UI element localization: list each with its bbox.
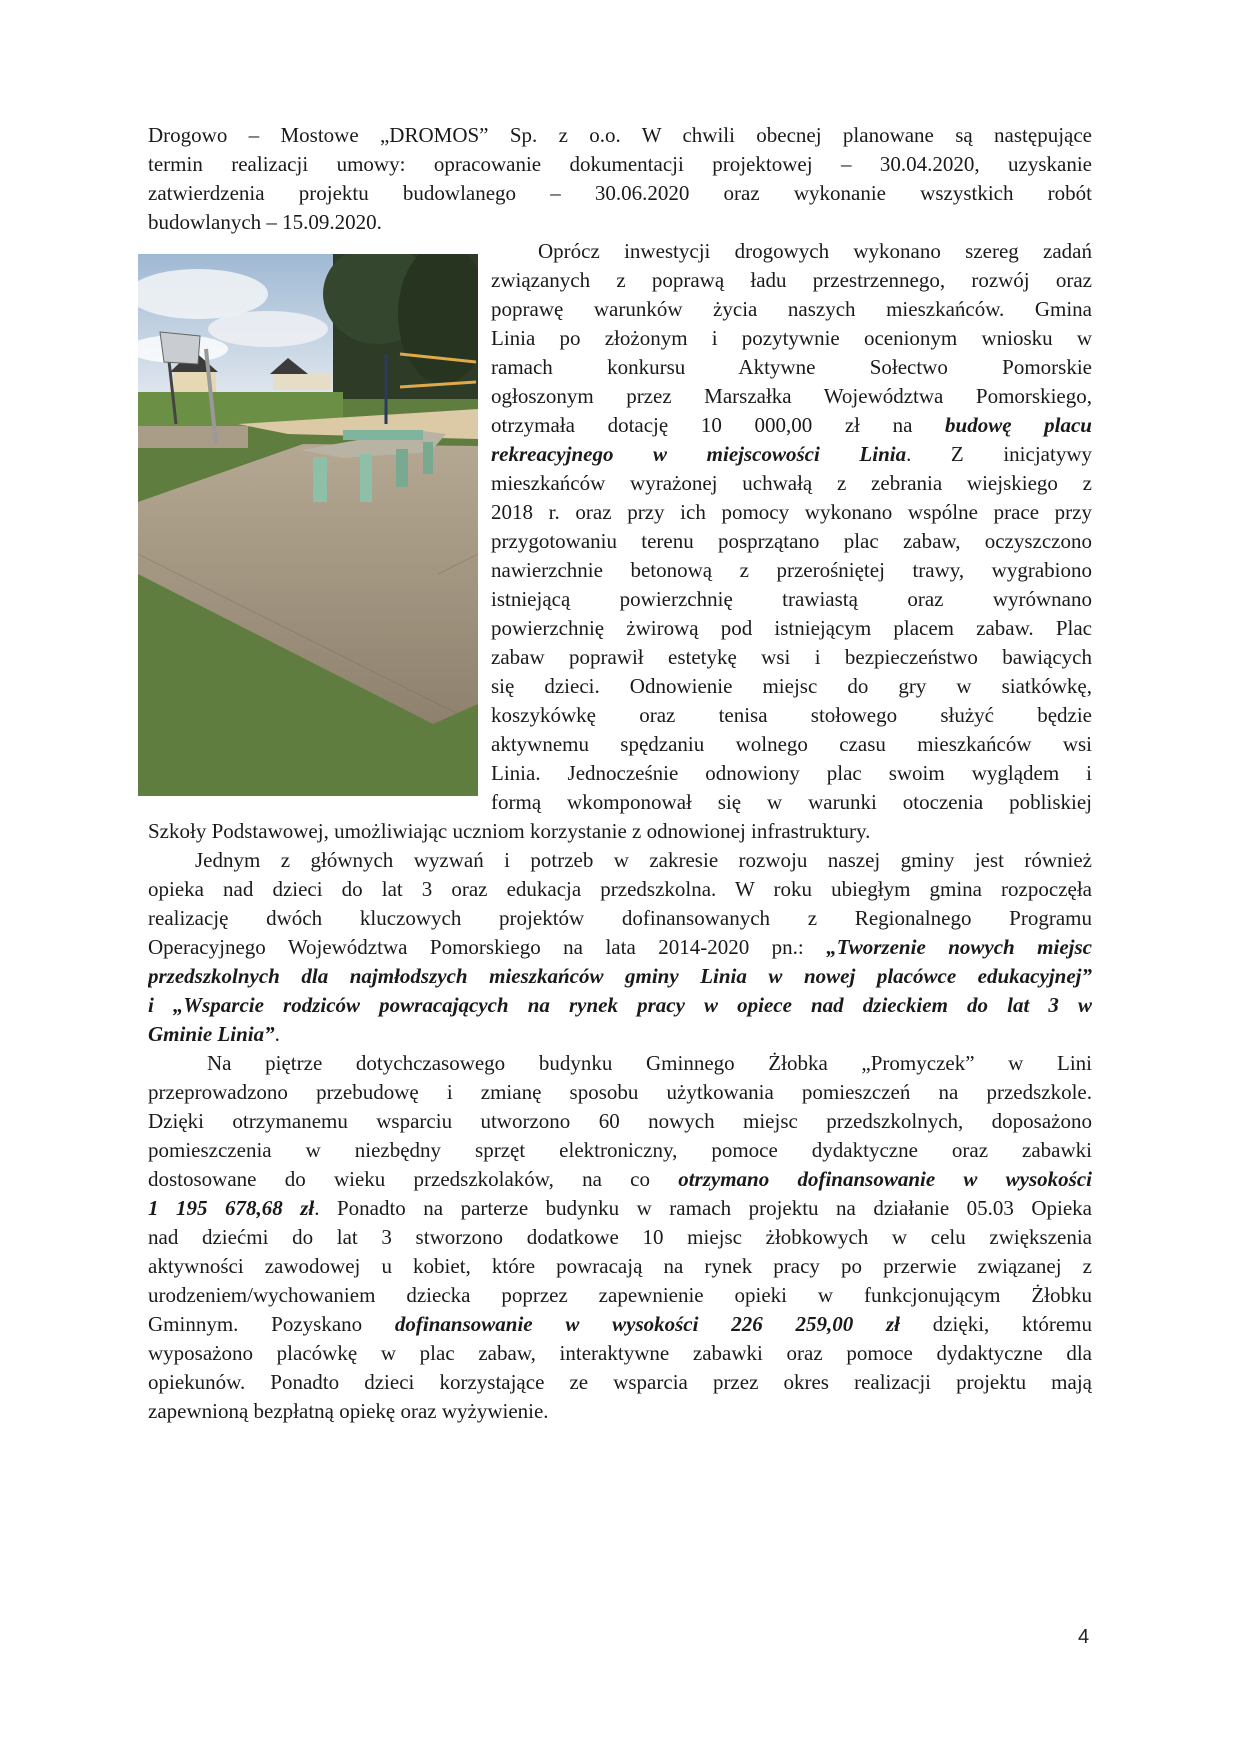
emphasis-text: przedszkolnych dla najmłodszych mieszkańców gminy Linia w nowej placówce edukacyjnej” [148, 964, 1092, 988]
text-run: . Ponadto na parterze budynku w ramach projektu na działanie 05.03 Opieka [314, 1196, 1092, 1220]
text-line [148, 1020, 1092, 1049]
emphasis-text: i „Wsparcie rodziców powracających na rynek pracy w opiece nad dzieckiem do lat 3 w [148, 993, 1092, 1017]
emphasis-text: otrzymano dofinansowanie w wysokości [678, 1167, 1092, 1191]
text-line: aktywności zawodowej u kobiet, które powracają na rynek pracy po przerwie związanej z [148, 1254, 1092, 1278]
text-line: opiekunów. Ponadto dzieci korzystające ze wsparcia przez okres realizacji projektu mają [148, 1370, 1092, 1394]
text-line: wyposażono placówkę w plac zabaw, interaktywne zabawki oraz pomoce dydaktyczne dla [148, 1341, 1092, 1365]
text-line: Oprócz inwestycji drogowych wykonano szereg zadań [538, 239, 1092, 263]
text-line [148, 1194, 1092, 1223]
text-line: zatwierdzenia projektu budowlanego – 30.06.2020 oraz wykonanie wszystkich robót [148, 181, 1092, 205]
text-line: Drogowo – Mostowe „DROMOS” Sp. z o.o. W chwili obecnej planowane są następujące [148, 123, 1092, 147]
emphasis-text: „Tworzenie nowych miejsc [826, 935, 1092, 959]
text-line: mieszkańców wyrażonej uchwałą z zebrania wiejskiego z [491, 471, 1092, 495]
emphasis-text: dofinansowanie w wysokości 226 259,00 zł [394, 1312, 900, 1336]
text-line: Jednym z głównych wyzwań i potrzeb w zakresie rozwoju naszej gminy jest również [195, 848, 1092, 872]
text-run: Gminnym. Pozyskano [148, 1312, 395, 1336]
text-line: Na piętrze dotychczasowego budynku Gminnego Żłobka „Promyczek” w Lini [207, 1051, 1092, 1075]
text-line: związanych z poprawą ładu przestrzennego, rozwój oraz [491, 268, 1092, 292]
text-line: poprawę warunków życia naszych mieszkańców. Gmina [491, 297, 1092, 321]
text-run: . Z inicjatywy [906, 442, 1092, 466]
text-line: formą wkomponował się w warunki otoczenia pobliskiej [491, 790, 1092, 814]
text-line: istniejącą powierzchnię trawiastą oraz wyrównano [491, 587, 1092, 611]
emphasis-text: 1 195 678,68 zł [148, 1196, 315, 1220]
text-line: 2018 r. oraz przy ich pomocy wykonano wspólne prace przy [491, 500, 1092, 524]
emphasis-text: rekreacyjnego w miejscowości Linia [491, 442, 907, 466]
text-line [491, 440, 1092, 469]
text-line: Szkoły Podstawowej, umożliwiając uczniom korzystanie z odnowionej infrastruktury. [148, 819, 871, 843]
text-line: powierzchnię żwirową pod istniejącym placem zabaw. Plac [491, 616, 1092, 640]
text-line: Linia. Jednocześnie odnowiony plac swoim wyglądem i [491, 761, 1092, 785]
text-line [148, 991, 1092, 1020]
emphasis-text: budowę placu [945, 413, 1092, 437]
text-line: przygotowaniu terenu posprzątano plac zabaw, oczyszczono [491, 529, 1092, 553]
text-line: ramach konkursu Aktywne Sołectwo Pomorskie [491, 355, 1092, 379]
text-line: opieka nad dzieci do lat 3 oraz edukacja przedszkolna. W roku ubiegłym gmina rozpoczęła [148, 877, 1092, 901]
text-line [148, 1165, 1092, 1194]
text-line: Linia po złożonym i pozytywnie ocenionym wniosku w [491, 326, 1092, 350]
text-line: się dzieci. Odnowienie miejsc do gry w siatkówkę, [491, 674, 1092, 698]
text-line: zapewnioną bezpłatną opiekę oraz wyżywienie. [148, 1399, 549, 1423]
text-run: dzięki, któremu [899, 1312, 1092, 1336]
playground-photo [138, 254, 478, 796]
text-line: budowlanych – 15.09.2020. [148, 210, 382, 234]
text-line: realizację dwóch kluczowych projektów dofinansowanych z Regionalnego Programu [148, 906, 1092, 930]
text-run: . [274, 1022, 280, 1046]
text-line: zabaw poprawił estetykę wsi i bezpieczeństwo bawiących [491, 645, 1092, 669]
text-line [148, 1310, 1092, 1339]
text-line: koszykówkę oraz tenisa stołowego służyć będzie [491, 703, 1092, 727]
text-run: otrzymała dotację 10 000,00 zł na [491, 413, 946, 437]
text-line [491, 411, 1092, 440]
text-line: ogłoszonym przez Marszałka Województwa Pomorskiego, [491, 384, 1092, 408]
text-line [148, 933, 1092, 962]
text-run: dostosowane do wieku przedszkolaków, na co [148, 1167, 679, 1191]
text-line: nawierzchnie betonową z przerośniętej trawy, wygrabiono [491, 558, 1092, 582]
text-line: termin realizacji umowy: opracowanie dokumentacji projektowej – 30.04.2020, uzyskanie [148, 152, 1092, 176]
text-line: pomieszczenia w niezbędny sprzęt elektroniczny, pomoce dydaktyczne oraz zabawki [148, 1138, 1092, 1162]
emphasis-text: Gminie Linia” [148, 1022, 275, 1046]
text-line [148, 962, 1092, 991]
text-line: nad dziećmi do lat 3 stworzono dodatkowe 10 miejsc żłobkowych w celu zwiększenia [148, 1225, 1092, 1249]
text-line: aktywnemu spędzaniu wolnego czasu mieszkańców wsi [491, 732, 1092, 756]
text-line: Dzięki otrzymanemu wsparciu utworzono 60 nowych miejsc przedszkolnych, doposażono [148, 1109, 1092, 1133]
text-line: urodzeniem/wychowaniem dziecka poprzez zapewnienie opieki w funkcjonującym Żłobku [148, 1283, 1092, 1307]
text-run: Operacyjnego Województwa Pomorskiego na lata 2014-2020 pn.: [148, 935, 827, 959]
text-line: przeprowadzono przebudowę i zmianę sposobu użytkowania pomieszczeń na przedszkole. [148, 1080, 1092, 1104]
page-number: 4 [1078, 1626, 1090, 1648]
